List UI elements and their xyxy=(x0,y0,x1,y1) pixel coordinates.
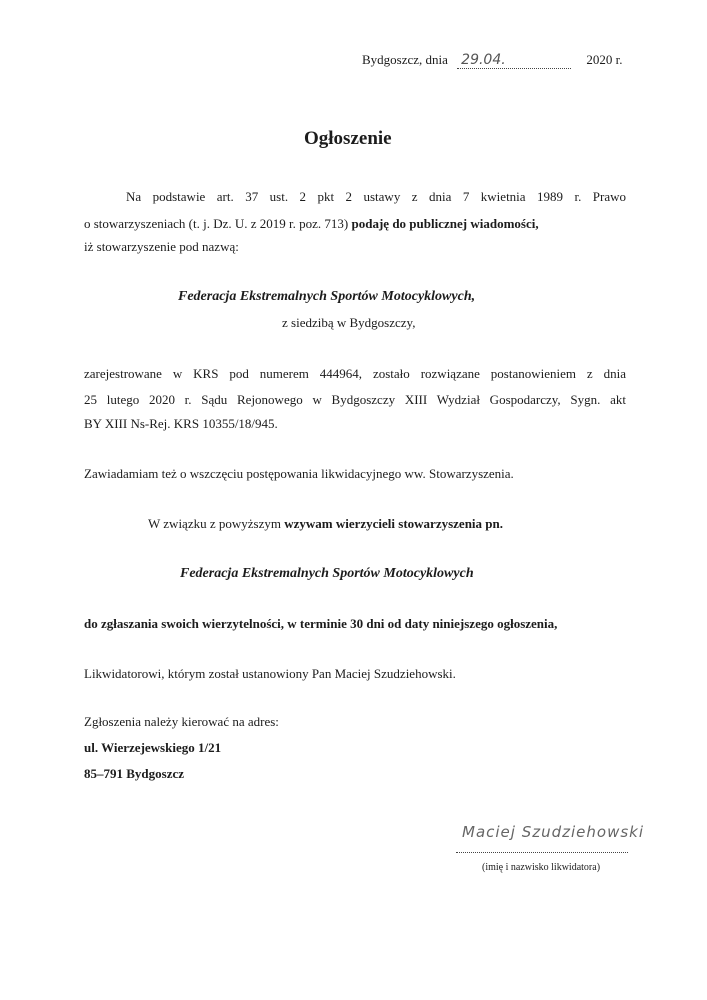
place-date-line xyxy=(362,52,623,69)
handwritten-date: 29.04. xyxy=(457,52,571,69)
organization-seat: z siedzibą w Bydgoszczy, xyxy=(282,315,416,330)
place-date-prefix: Bydgoszcz, dnia xyxy=(362,52,448,67)
organization-name: Federacja Ekstremalnych Sportów Motocyklowych, xyxy=(178,289,476,304)
signature-caption: (imię i nazwisko likwidatora) xyxy=(482,862,601,873)
year-suffix: 2020 r. xyxy=(586,52,623,67)
krs-line-3: BY XIII Ns-Rej. KRS 10355/18/945. xyxy=(84,416,278,431)
creditors-call xyxy=(148,516,503,532)
intro-line-2-plain: o stowarzyszeniach (t. j. Dz. U. z 2019 r. poz. 713) xyxy=(84,216,349,231)
claims-deadline: do zgłaszania swoich wierzytelności, w terminie 30 dni od daty niniejszego ogłoszenia, xyxy=(84,616,558,631)
krs-line-1: zarejestrowane w KRS pod numerem 444964, zostało rozwiązane postanowieniem z dnia xyxy=(84,366,626,381)
intro-line-1: Na podstawie art. 37 ust. 2 pkt 2 ustawy z dnia 7 kwietnia 1989 r. Prawo xyxy=(126,189,626,204)
address-street: ul. Wierzejewskiego 1/21 xyxy=(84,740,222,755)
intro-line-3: iż stowarzyszenie pod nazwą: xyxy=(84,239,239,254)
krs-line-2: 25 lutego 2020 r. Sądu Rejonowego w Bydgoszczy XIII Wydział Gospodarczy, Sygn. akt xyxy=(84,392,626,407)
organization-name-repeat: Federacja Ekstremalnych Sportów Motocyklowych xyxy=(180,566,474,581)
handwritten-signature: Maciej Szudziehowski xyxy=(462,823,645,841)
liquidator-line: Likwidatorowi, którym został ustanowiony Pan Maciej Szudziehowski. xyxy=(84,666,456,681)
address-city: 85–791 Bydgoszcz xyxy=(84,766,185,781)
page-title: Ogłoszenie xyxy=(304,128,392,149)
address-intro: Zgłoszenia należy kierować na adres: xyxy=(84,714,279,729)
creditors-call-plain: W związku z powyższym xyxy=(148,516,281,531)
intro-line-2-bold: podaję do publicznej wiadomości, xyxy=(351,216,539,231)
creditors-call-bold: wzywam wierzycieli stowarzyszenia pn. xyxy=(284,516,503,531)
liquidation-notice: Zawiadamiam też o wszczęciu postępowania likwidacyjnego ww. Stowarzyszenia. xyxy=(84,466,514,481)
signature-dotted-line xyxy=(456,852,628,853)
intro-line-2 xyxy=(84,216,626,232)
